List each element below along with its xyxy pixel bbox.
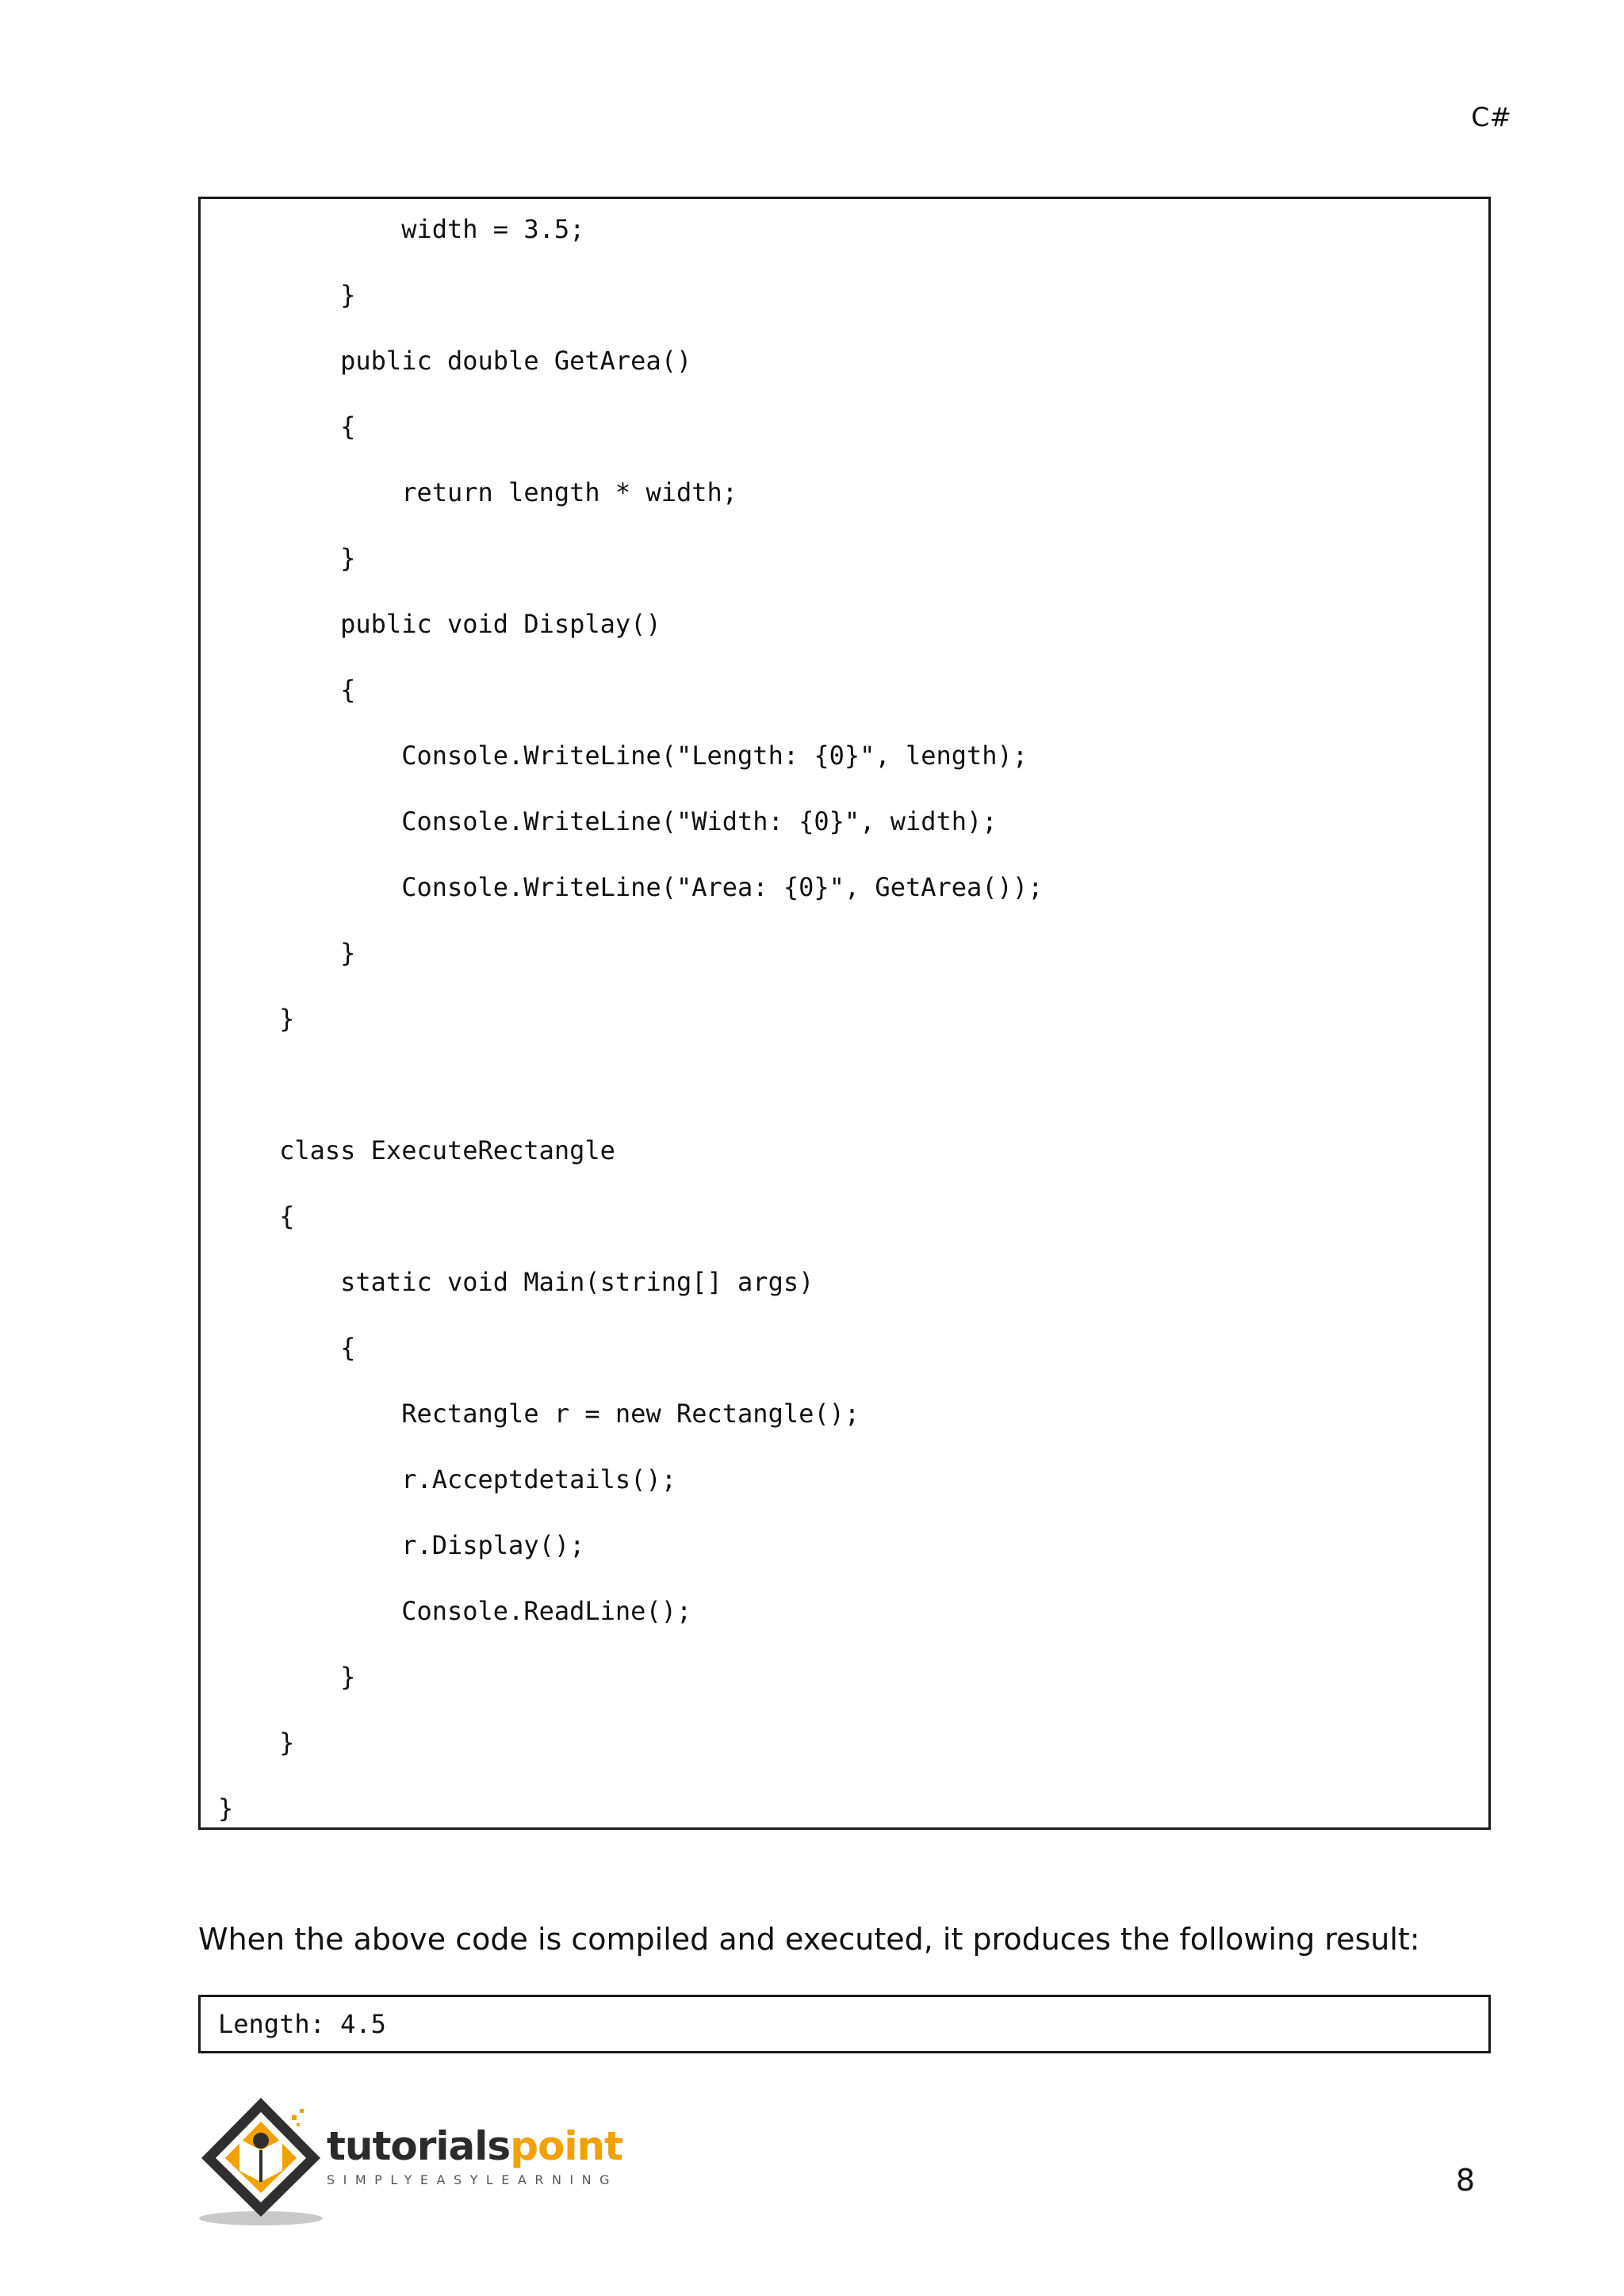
code-block <box>198 197 1491 1830</box>
code-line: } <box>218 1662 356 1692</box>
code-line: { <box>218 1333 356 1363</box>
logo-word-part2: point <box>510 2123 622 2169</box>
code-line: { <box>218 1201 295 1231</box>
code-line: Console.WriteLine("Area: {0}", GetArea()); <box>218 872 1044 902</box>
code-line: public void Display() <box>218 609 661 639</box>
code-line: Console.WriteLine("Length: {0}", length); <box>218 740 1028 771</box>
code-line: public double GetArea() <box>218 346 692 376</box>
code-line: static void Main(string[] args) <box>218 1267 814 1297</box>
code-line: Console.ReadLine(); <box>218 1596 692 1626</box>
code-line: width = 3.5; <box>218 214 585 244</box>
code-line: { <box>218 675 356 705</box>
tutorialspoint-logo <box>193 2091 653 2226</box>
code-line: Console.WriteLine("Width: {0}", width); <box>218 806 998 836</box>
code-line: } <box>218 280 356 310</box>
code-line: r.Acceptdetails(); <box>218 1464 676 1494</box>
logo-diamond-icon <box>193 2091 328 2226</box>
code-line: r.Display(); <box>218 1530 585 1560</box>
code-line: } <box>218 543 356 573</box>
code-line: } <box>218 1728 295 1758</box>
logo-wordmark <box>327 2123 622 2169</box>
logo-word-part1: tutorials <box>327 2123 511 2169</box>
logo-tagline: SIMPLYEASYLEARNING <box>327 2172 619 2187</box>
code-line: } <box>218 1793 234 1823</box>
code-line: return length * width; <box>218 477 738 507</box>
code-line: Rectangle r = new Rectangle(); <box>218 1399 860 1429</box>
page-header-label: C# <box>1471 101 1511 132</box>
code-line: class ExecuteRectangle <box>218 1135 615 1165</box>
code-line: } <box>218 1004 295 1034</box>
result-intro-paragraph: When the above code is compiled and executed, it produces the following result: <box>198 1922 1420 1957</box>
output-block <box>198 1995 1491 2053</box>
code-line: { <box>218 411 356 442</box>
code-line: } <box>218 938 356 968</box>
page-number: 8 <box>1455 2163 1475 2198</box>
output-line: Length: 4.5 <box>218 2009 386 2039</box>
